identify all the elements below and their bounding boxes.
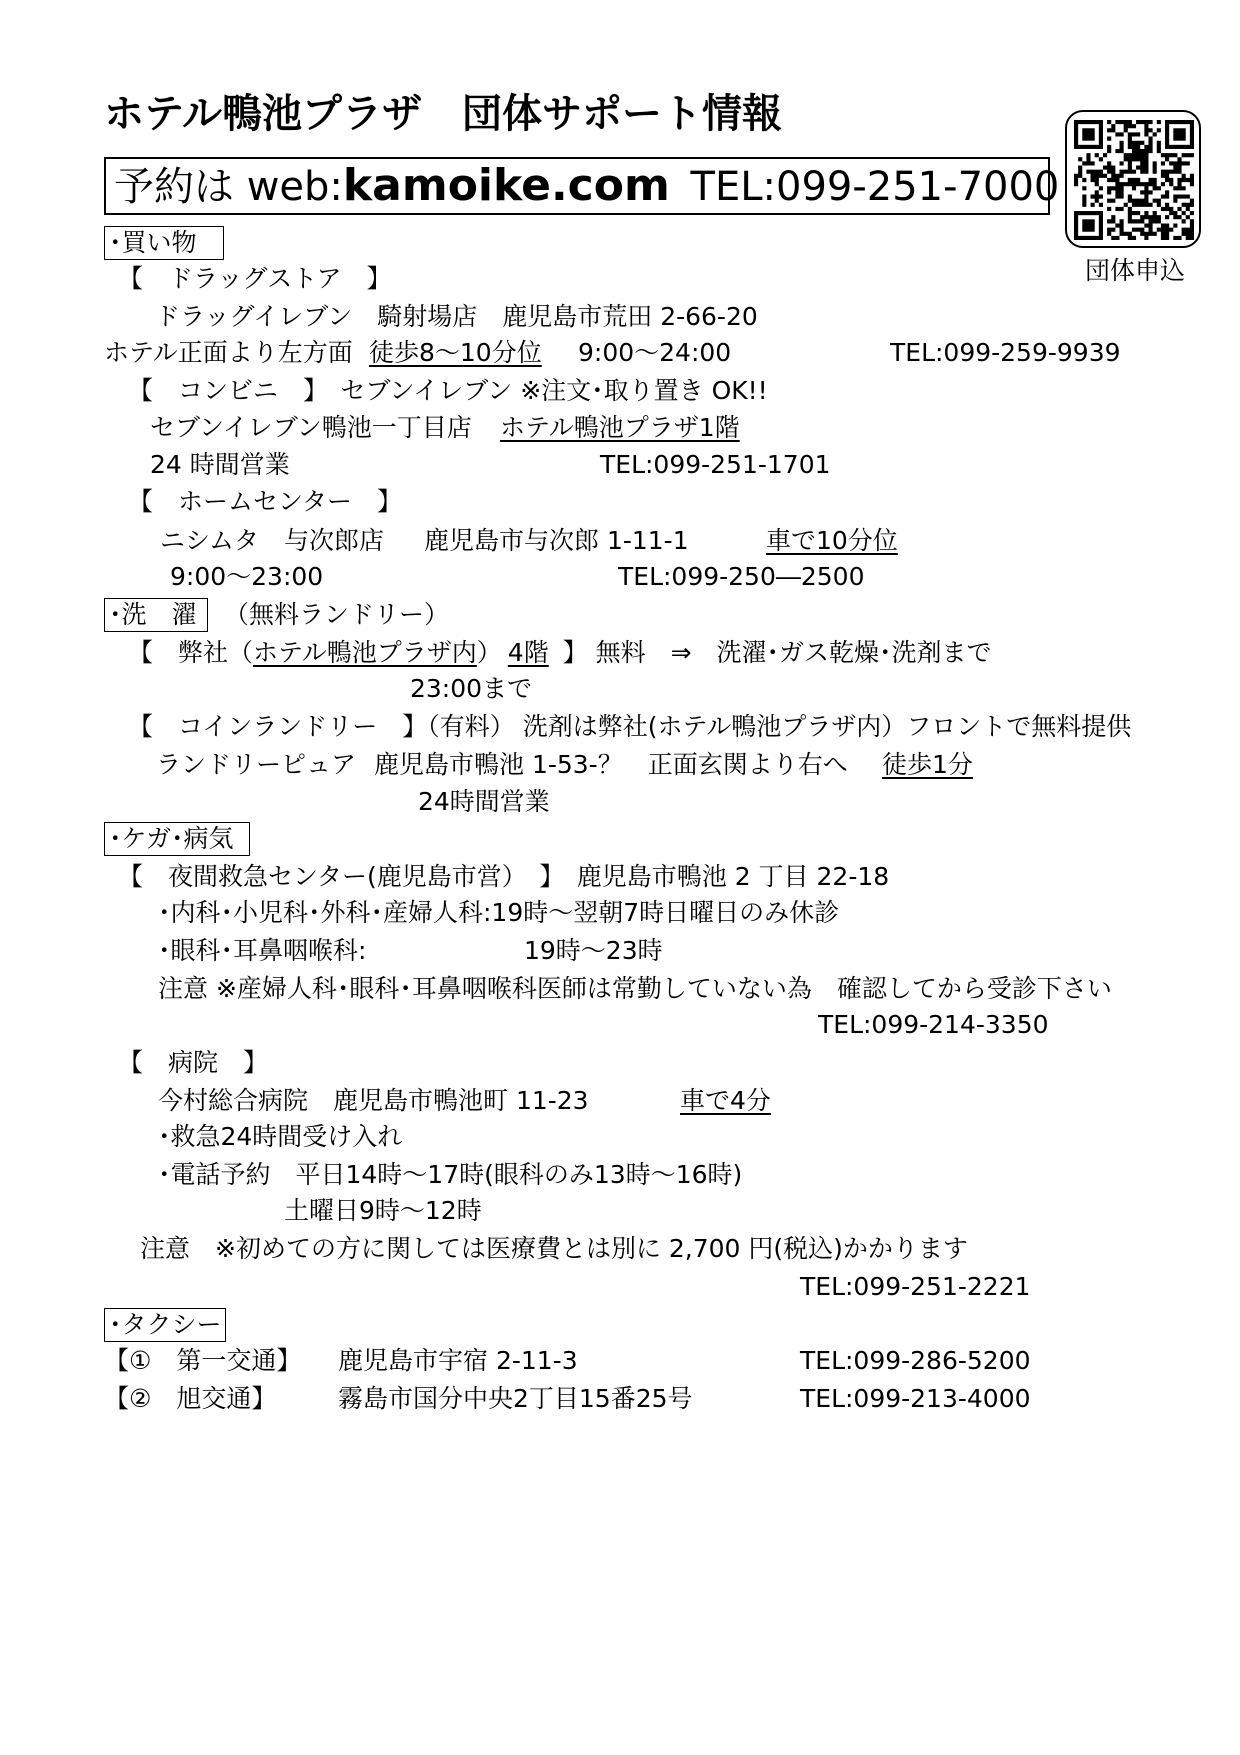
coin-laundry-store: ランドリーピュア xyxy=(156,750,357,779)
hospital-car-time: 車で4分 xyxy=(680,1086,771,1115)
coin-laundry-walk: 徒歩1分 xyxy=(882,750,973,779)
taxi-1-name: 【① 第一交通】 xyxy=(104,1346,302,1375)
section-heading-shopping: ･買い物 xyxy=(104,226,224,260)
hotel-laundry-time: 23:00まで xyxy=(410,674,533,703)
booking-phone[interactable]: TEL:099-251-7000 xyxy=(690,164,1060,210)
hospital-line1: ･救急24時間受け入れ xyxy=(158,1122,403,1151)
booking-website-link[interactable]: kamoike.com xyxy=(342,160,670,211)
section-heading-laundry: ･洗 濯 xyxy=(104,598,208,632)
hospital-phone: TEL:099-251-2221 xyxy=(800,1272,1031,1301)
night-emergency-line1: ･内科･小児科･外科･産婦人科:19時～翌朝7時日曜日のみ休診 xyxy=(158,898,840,927)
hospital-line2: ･電話予約 平日14時～17時(眼科のみ13時～16時) xyxy=(158,1160,743,1189)
laundry-heading-note: （無料ランドリー） xyxy=(224,600,450,629)
hospital-note: 注意 ※初めての方に関しては医療費とは別に 2,700 円(税込)かかります xyxy=(140,1234,968,1263)
taxi-1-phone: TEL:099-286-5200 xyxy=(800,1346,1031,1375)
home-center-car-time: 車で10分位 xyxy=(766,526,898,555)
page-title: ホテル鴨池プラザ 団体サポート情報 xyxy=(104,91,782,137)
hospital-label: 【 病院 】 xyxy=(118,1048,269,1077)
home-center-address: 鹿児島市与次郎 1-11-1 xyxy=(424,526,689,555)
night-emergency-line2: ･眼科･耳鼻咽喉科: xyxy=(158,936,367,965)
night-emergency-phone: TEL:099-214-3350 xyxy=(818,1010,1049,1039)
coin-laundry-hours: 24時間営業 xyxy=(418,787,550,816)
booking-info-box xyxy=(104,157,1060,215)
coin-laundry-address: 鹿児島市鴨池 1-53-？ 正面玄関より右へ xyxy=(374,750,848,779)
drugstore-address: ドラッグイレブン 騎射場店 鹿児島市荒田 2-66-20 xyxy=(155,302,758,331)
night-emergency-label: 【 夜間救急センター(鹿児島市営） 】 鹿児島市鴨池 2 丁目 22-18 xyxy=(118,862,890,891)
home-center-store: ニシムタ 与次郎店 xyxy=(160,526,385,555)
drugstore-label: 【 ドラッグストア 】 xyxy=(118,264,392,293)
hotel-laundry-floor: 4階 xyxy=(507,638,549,667)
drugstore-phone: TEL:099-259-9939 xyxy=(890,338,1121,367)
qr-caption: 団体申込 xyxy=(1085,256,1186,285)
hospital-address: 今村総合病院 鹿児島市鴨池町 11-23 xyxy=(158,1086,589,1115)
convenience-location: ホテル鴨池プラザ1階 xyxy=(500,413,740,442)
qr-code[interactable] xyxy=(1065,110,1201,248)
taxi-2-address: 霧島市国分中央2丁目15番25号 xyxy=(338,1384,693,1413)
taxi-2-phone: TEL:099-213-4000 xyxy=(800,1384,1031,1413)
home-center-phone: TEL:099-250―2500 xyxy=(618,562,865,591)
convenience-phone: TEL:099-251-1701 xyxy=(600,450,831,479)
hotel-laundry-open: 【 弊社（ xyxy=(128,638,254,667)
convenience-store: セブンイレブン鴨池一丁目店 xyxy=(150,413,472,442)
drugstore-walk-time: 徒歩8～10分位 xyxy=(369,338,542,367)
qr-code-icon xyxy=(1074,120,1194,240)
convenience-hours: 24 時間営業 xyxy=(150,450,290,479)
taxi-2-name: 【② 旭交通】 xyxy=(104,1384,277,1413)
night-emergency-note: 注意 ※産婦人科･眼科･耳鼻咽喉科医師は常勤していない為 確認してから受診下さい xyxy=(158,974,1112,1003)
hotel-laundry-line xyxy=(128,638,992,668)
drugstore-direction: ホテル正面より左方面 xyxy=(104,338,353,367)
night-emergency-hours: 19時～23時 xyxy=(524,936,663,965)
convenience-label: 【 コンビニ 】 セブンイレブン ※注文･取り置き OK!! xyxy=(128,376,768,405)
hotel-laundry-detail: 】 無料 ⇒ 洗濯･ガス乾燥･洗剤まで xyxy=(562,638,992,667)
taxi-1-address: 鹿児島市宇宿 2-11-3 xyxy=(338,1346,578,1375)
home-center-hours: 9:00～23:00 xyxy=(170,562,324,591)
home-center-label: 【 ホームセンター 】 xyxy=(128,487,403,516)
section-heading-taxi: ･タクシー xyxy=(104,1308,226,1342)
section-heading-medical: ･ケガ･病気 xyxy=(104,822,250,856)
hotel-laundry-close: ） xyxy=(476,638,502,667)
hotel-laundry-place: ホテル鴨池プラザ内 xyxy=(253,638,477,667)
booking-prefix: 予約は web: xyxy=(114,164,343,210)
coin-laundry-label: 【 コインランドリー 】（有料） 洗剤は弊社(ホテル鴨池プラザ内）フロントで無料提供 xyxy=(128,712,1132,741)
hospital-line3: 土曜日9時～12時 xyxy=(284,1196,482,1225)
drugstore-hours: 9:00～24:00 xyxy=(578,338,732,367)
